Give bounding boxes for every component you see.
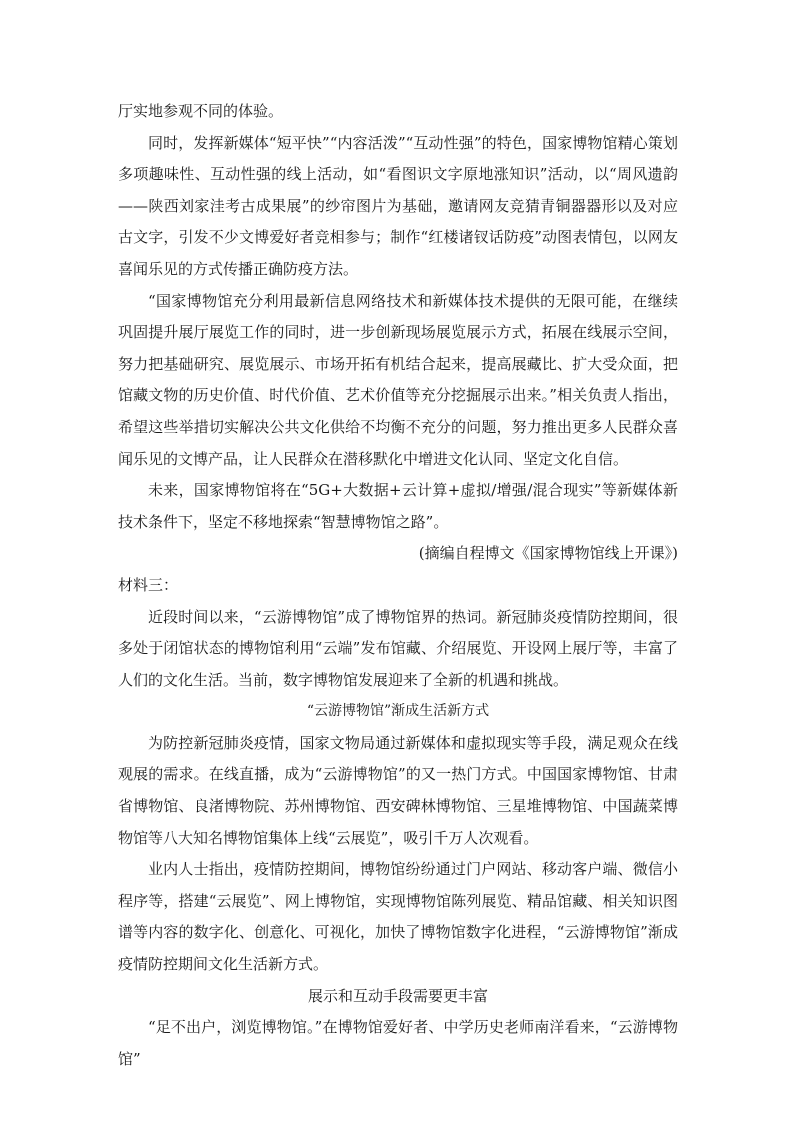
material-three-heading: 材料三： xyxy=(118,575,179,594)
paragraph-new-media-activities: 同时，发挥新媒体“短平快”“内容活泼”“互动性强”的特色，国家博物馆精心策划多项趣味性、互动性强的线上活动，如“看图识文字原地涨知识”活动，以“周风遗韵——陕西刘家洼考古成果展”的纱帘图片为基础，邀请网友竞猜青铜器器形以及对应古文字，引发不少文博爱好者竞相参与；制作“红楼诸钗话防疫”动图表情包，以网友喜闻乐见的方式传播正确防疫方法。 xyxy=(118,133,678,278)
paragraph-industry-view: 业内人士指出，疫情防控期间，博物馆纷纷通过门户网站、移动客户端、微信小程序等，搭建“云展览”、网上博物馆，实现博物馆陈列展览、精品馆藏、相关知识图谱等内容的数字化、创意化、可视化，加快了博物馆数字化进程，“云游博物馆”渐成疫情防控期间文化生活新方式。 xyxy=(118,860,678,974)
section-subheading-new-lifestyle: “云游博物馆”渐成生活新方式 xyxy=(306,703,490,720)
paragraph-future-plan: 未来，国家博物馆将在“5G+大数据+云计算+虚拟/增强/混合现实”等新媒体新技术条件下，坚定不移地探索“智慧博物馆之路”。 xyxy=(118,481,678,531)
paragraph-teacher-quote: “足不出户，浏览博物馆。”在博物馆爱好者、中学历史老师南洋看来，“云游博物馆” xyxy=(118,1018,678,1068)
section-subheading-richer-means: 展示和互动手段需要更丰富 xyxy=(307,986,488,1005)
paragraph-official-quote: “国家博物馆充分利用最新信息网络技术和新媒体技术提供的无限可能，在继续巩固提升展厅展览工作的同时，进一步创新现场展览展示方式，拓展在线展示空间，努力把基础研究、展览展示、市场开拓有机结合起来，提高展藏比、扩大受众面，把馆藏文物的历史价值、时代价值、艺术价值等充分挖掘展示出来。”相关负责人指出，希望这些举措切实解决公共文化供给不均衡不充分的问题，努力推出更多人民群众喜闻乐见的文博产品，让人民群众在潜移默化中增进文化认同、坚定文化自信。 xyxy=(118,291,678,468)
source-citation: (摘编自程博文《国家博物馆线上开课》) xyxy=(418,544,678,563)
paragraph-online-exhibition: 为防控新冠肺炎疫情，国家文物局通过新媒体和虚拟现实等手段，满足观众在线观展的需求。在线直播，成为“云游博物馆”的又一热门方式。中国国家博物馆、甘肃省博物馆、良渚博物院、苏州博物馆、西安碑林博物馆、三星堆博物馆、中国蔬菜博物馆等八大知名博物馆集体上线“云展览”，吸引千万人次观看。 xyxy=(118,733,678,847)
paragraph-continuation: 厅实地参观不同的体验。 xyxy=(118,102,284,120)
document-page xyxy=(118,96,678,1075)
paragraph-cloud-museum-intro: 近段时间以来，“云游博物馆”成了博物馆界的热词。新冠肺炎疫情防控期间，很多处于闭馆状态的博物馆利用“云端”发布馆藏、介绍展览、开设网上展厅等，丰富了人们的文化生活。当前，数字博物馆发展迎来了全新的机遇和挑战。 xyxy=(118,607,678,689)
